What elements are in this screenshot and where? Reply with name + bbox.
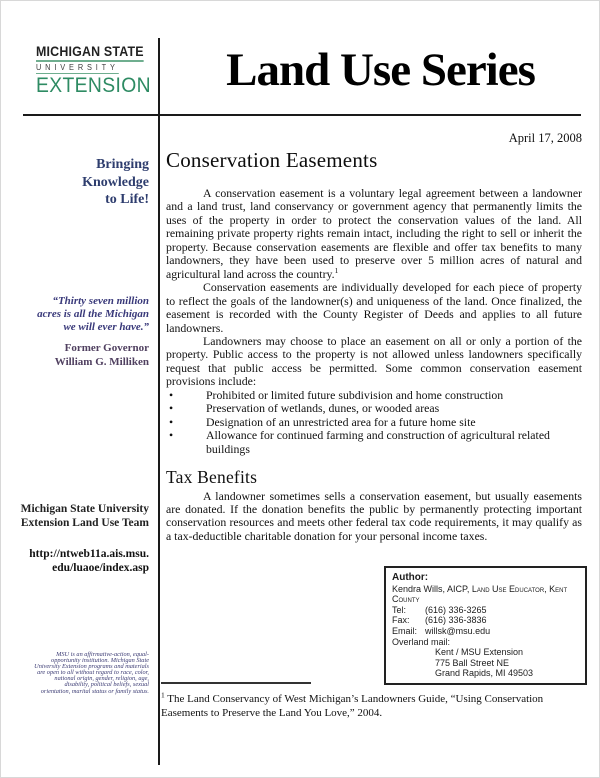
footnote-reference: 1 bbox=[334, 265, 339, 275]
list-item: • Designation of an unrestricted area for a future home site bbox=[166, 416, 582, 429]
msu-extension-logo bbox=[36, 44, 152, 98]
footnote-separator bbox=[161, 682, 311, 684]
disclaimer-line: disability, political beliefs, sexual bbox=[64, 681, 149, 689]
author-label: Author: bbox=[392, 572, 429, 583]
quote-attribution bbox=[13, 342, 149, 369]
url-line[interactable]: http://ntweb11a.ais.msu. bbox=[29, 548, 149, 560]
address-line: Kent / MSU Extension bbox=[435, 647, 524, 658]
land-use-team-label bbox=[11, 502, 149, 530]
tagline-line: Knowledge bbox=[82, 174, 149, 190]
disclaimer-line: opportunity institution. Michigan State bbox=[51, 657, 149, 665]
fax-label: Fax: bbox=[392, 615, 410, 626]
logo-university: UNIVERSITY bbox=[36, 63, 119, 72]
tagline-line: Bringing bbox=[96, 157, 149, 172]
attribution-line: William G. Milliken bbox=[54, 355, 149, 368]
fax-value: (616) 336-3836 bbox=[425, 615, 487, 626]
article-title: Conservation Easements bbox=[166, 148, 378, 172]
team-line: Extension Land Use Team bbox=[20, 517, 149, 529]
article-body bbox=[166, 187, 582, 543]
logo-extension: EXTENSION bbox=[36, 74, 151, 97]
paragraph: A landowner sometimes sells a conservation easement, but usually easements are donated. If the donation benefits the public by permanently protecting important conservation resources and meets other federal tax code requirements, it may qualify as a tax-deductible charitable donation for your personal income taxes. bbox=[166, 488, 582, 543]
quote-line: we will ever have.” bbox=[63, 321, 149, 333]
url-line[interactable]: edu/luaoe/index.asp bbox=[52, 562, 149, 574]
footnote bbox=[161, 692, 563, 720]
email-label: Email: bbox=[392, 625, 418, 636]
tel-label: Tel: bbox=[392, 604, 407, 615]
disclaimer-line: are open to all without regard to race, color, bbox=[37, 669, 149, 677]
team-line: Michigan State University bbox=[20, 503, 149, 515]
equal-opportunity-disclaimer bbox=[9, 652, 149, 695]
series-title: Land Use Series bbox=[226, 44, 535, 96]
author-name: Kendra Wills, AICP, bbox=[392, 583, 472, 594]
paragraph-text: A conservation easement is a voluntary legal agreement between a landowner and a land trust, land conservancy or government agency that permanently limits the uses of the property in order to protect the conservation values of the land. All remaining private property rights remain intact, including the right to sell or inherit the property. Because conservation easements are flexible and offer tax benefits to many landowners, they have been used to preserve over 5 million acres of natural and agricultural land across the country. bbox=[166, 186, 582, 281]
list-item: • Prohibited or limited future subdivision and home construction bbox=[166, 389, 582, 402]
disclaimer-line: orientation, marital status or family status. bbox=[40, 687, 149, 695]
disclaimer-line: national origin, gender, religion, age, bbox=[54, 675, 149, 683]
tagline-line: to Life! bbox=[105, 192, 149, 208]
contact-row-tel bbox=[392, 605, 579, 616]
attribution-line: Former Governor bbox=[64, 342, 149, 354]
vertical-divider bbox=[158, 38, 160, 765]
author-name-line bbox=[392, 584, 579, 605]
address-line: 775 Ball Street NE bbox=[435, 657, 510, 668]
provision-list bbox=[166, 389, 582, 456]
quote-line: acres is all the Michigan bbox=[37, 308, 149, 320]
publication-date: April 17, 2008 bbox=[508, 131, 582, 145]
author-box bbox=[384, 566, 587, 685]
paragraph: Landowners may choose to place an easement on all or only a portion of the property. Public access to the property is not allowed unless landowners specifically request that public access be permitted. Some common conservation easement provisions include: bbox=[166, 333, 582, 389]
overland-mail-label: Overland mail: bbox=[392, 636, 451, 647]
paragraph: Conservation easements are individually developed for each piece of property to reflect the goals of the landowner(s) and uniqueness of the land. Once finalized, the easement is recorded with the County Register of Deeds and applies to all future landowners. bbox=[166, 280, 582, 335]
section-heading-tax-benefits: Tax Benefits bbox=[166, 467, 258, 488]
tel-value: (616) 336-3265 bbox=[425, 604, 487, 615]
contact-row-fax bbox=[392, 615, 579, 626]
tagline bbox=[17, 156, 149, 209]
contact-row-email bbox=[392, 626, 579, 637]
masthead-rule bbox=[23, 114, 581, 116]
footnote-marker: 1 bbox=[161, 690, 165, 700]
pull-quote bbox=[13, 295, 149, 334]
paragraph bbox=[166, 187, 582, 281]
team-website-link[interactable] bbox=[11, 547, 149, 575]
email-link[interactable]: willsk@msu.edu bbox=[425, 625, 491, 636]
disclaimer-line: University Extension programs and materials bbox=[34, 663, 149, 671]
list-item: • Allowance for continued farming and construction of agricultural related buildings bbox=[166, 429, 582, 456]
author-title: Land Use Educator, Kent County bbox=[392, 583, 568, 605]
disclaimer-line: MSU is an affirmative-action, equal- bbox=[56, 651, 149, 658]
address-line: Grand Rapids, MI 49503 bbox=[435, 668, 534, 679]
footnote-text: The Land Conservancy of West Michigan’s Landowners Guide, “Using Conservation Easements to Preserve the Land You Love,” 2004. bbox=[161, 693, 544, 719]
list-item: • Preservation of wetlands, dunes, or wooded areas bbox=[166, 402, 582, 415]
mailing-address bbox=[435, 647, 579, 679]
logo-michigan-state: MICHIGAN STATE bbox=[36, 44, 144, 62]
quote-line: “Thirty seven million bbox=[52, 295, 149, 307]
